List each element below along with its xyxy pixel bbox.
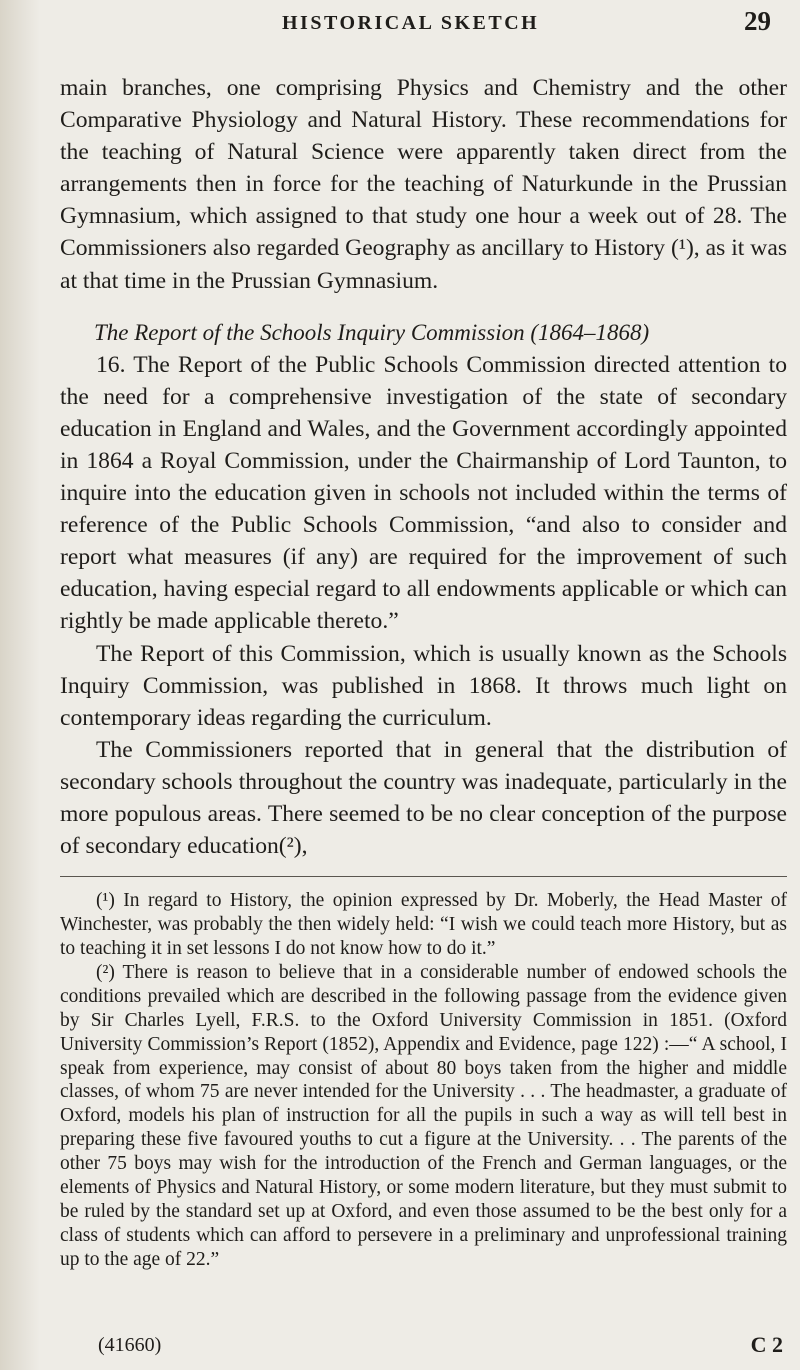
- footnote-2: (²) There is reason to believe that in a considerable number of endowed schools the conditions prevailed which are described in the following passage from the evidence given by Sir Charles Lyell, F.R.S. to the Oxford University Commission in 1851. (Oxford University Commission’s Report (1852), Appendix and Evidence, page 122) :—“ A school, I speak from experience, may consist of about 80 boys taken from the higher and middle classes, of whom 75 are never intended for the University . . . The headmaster, a graduate of Oxford, models his plan of instruction for all the pupils in such a way as will tell best in preparing these five favoured youths to cut a figure at the University. . . The parents of the other 75 boys may wish for the introduction of the French and German languages, or the elements of Physics and Natural History, or some modern literature, but they must submit to be ruled by the standard set up at Oxford, and even those assumed to be the best only for a class of students which can afford to persevere in a preliminary and unprofessional training up to the age of 22.”: [60, 961, 787, 1270]
- paragraph-report: The Report of this Commission, which is usually known as the Schools Inquiry Commission, was published in 1868. It throws much light on contemporary ideas regarding the curriculum.: [60, 640, 787, 731]
- print-code: (41660): [98, 1334, 162, 1356]
- section-heading: The Report of the Schools Inquiry Commission (1864–1868): [94, 319, 650, 345]
- paragraph-16: 16. The Report of the Public Schools Commission directed attention to the need for a comprehensive investigation of the state of secondary education in England and Wales, and the Government accordingly appointed in 1864 a Royal Commission, under the Chairmanship of Lord Taunton, to inquire into the education given in schools not included within the terms of reference of the Public Schools Commission, “and also to consider and report what measures (if any) are required for the improvement of such education, having especial regard to all endowments applicable or which can rightly be made applicable thereto.”: [60, 351, 787, 635]
- footnote-1: (¹) In regard to History, the opinion expressed by Dr. Moberly, the Head Master of Winchester, was probably the then widely held: “I wish we could teach more History, but as to teaching it in set lessons I do not know how to do it.”: [60, 890, 787, 959]
- paragraph-commissioners: The Commissioners reported that in general that the distribution of secondary schools throughout the country was inadequate, particularly in the more populous areas. There seemed to be no clear conception of the purpose of secondary education(²),: [60, 736, 787, 860]
- page-number: 29: [744, 6, 771, 36]
- paragraph-continuation: main branches, one comprising Physics and Chemistry and the other Comparative Physiology and Natural History. These recommendations for the teaching of Natural Science were apparently taken direct from the arrangements then in force for the teaching of Naturkunde in the Prussian Gymnasium, which assigned to that study one hour a week out of 28. The Commissioners also regarded Geography as ancillary to History (¹), as it was at that time in the Prussian Gymnasium.: [60, 75, 787, 294]
- page-body: [60, 72, 787, 1272]
- signature-mark: C 2: [750, 1332, 783, 1357]
- running-head: HISTORICAL SKETCH: [282, 12, 540, 34]
- page-footer: [60, 1334, 787, 1362]
- page-header: [60, 6, 785, 46]
- page-gutter-shadow: [0, 0, 40, 1370]
- footnote-divider: [60, 876, 787, 877]
